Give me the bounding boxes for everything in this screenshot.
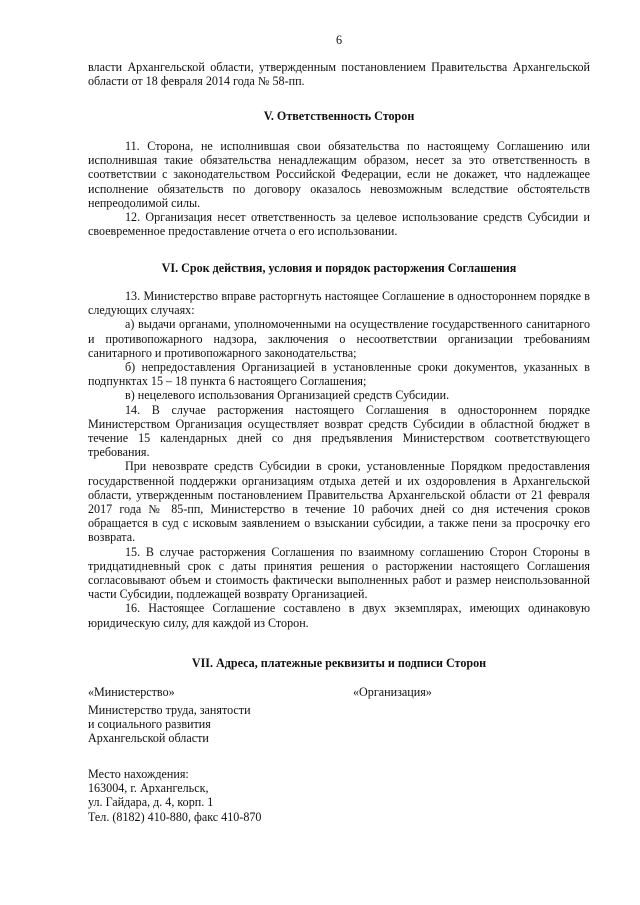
signature-labels [88, 685, 590, 701]
paragraph-13c: в) нецелевого использования Организацией средств Субсидии. [125, 388, 450, 403]
section-5-title: V. Ответственность Сторон [263, 109, 415, 123]
address-line: Место нахождения: [88, 767, 189, 781]
address-line: ул. Гайдара, д. 4, корп. 1 [88, 795, 214, 810]
intro-text: власти Архангельской области, утвержденным постановлением Правительства Архангельской области от 18 февраля 2014 года № 58-пп. [88, 60, 590, 89]
organization-label: «Организация» [353, 685, 432, 699]
section-7 [88, 656, 590, 670]
address-line: 163004, г. Архангельск, [88, 781, 209, 796]
paragraph-13b: б) непредоставления Организацией в установленные сроки документов, указанных в подпунктах 15 – 18 пункта 6 настоящего Соглашения; [88, 360, 590, 389]
section-7-title: VII. Адреса, платежные реквизиты и подписи Сторон [191, 656, 487, 670]
ministry-name-line: и социального развития [88, 717, 211, 732]
address-line: Тел. (8182) 410-880, факс 410-870 [88, 809, 262, 824]
paragraph-15: 15. В случае расторжения Соглашения по взаимному соглашению Сторон Стороны в тридцатидневный срок с даты принятия решения о расторжении настоящего Соглашения согласовывают объем и стоимость фактически выполненных работ и размер неиспользованной части Субсидии, подлежащей возврату Организацией. [88, 544, 590, 602]
paragraph-16: 16. Настоящее Соглашение составлено в двух экземплярах, имеющих одинаковую юридическую силу, для каждой из Сторон. [88, 601, 590, 630]
section-5-body [88, 139, 590, 238]
section-6-body [88, 289, 590, 630]
intro-paragraph [88, 60, 590, 88]
ministry-label: «Министерство» [88, 685, 175, 699]
paragraph-13: 13. Министерство вправе расторгнуть настоящее Соглашение в одностороннем порядке в следующих случаях: [88, 289, 590, 318]
paragraph-14: 14. В случае расторжения настоящего Соглашения в одностороннем порядке Министерством Организация осуществляет возврат средств Субсидии в областной бюджет в течение 15 календарных дней со дня предъявления Министерством соответствующего требования. [88, 402, 590, 460]
section-6-title: VI. Срок действия, условия и порядок расторжения Соглашения [161, 261, 517, 275]
ministry-name-line: Министерство труда, занятости [88, 703, 251, 717]
paragraph-11: 11. Сторона, не исполнившая свои обязательства по настоящему Соглашению или исполнившая такие обязательства ненадлежащим образом, несет за это ответственность в соответствии с законодательством Российской Федерации, если не докажет, что надлежащее исполнение обязательств по договору оказалось невозможным вследствие обстоятельств непреодолимой силы. [88, 139, 590, 210]
paragraph-13a: а) выдачи органами, уполномоченными на осуществление государственного санитарного и противопожарного надзора, заключения о несоответствии организации требованиям санитарного и противопожарного законодательства; [88, 317, 590, 360]
paragraph-12: 12. Организация несет ответственность за целевое использование средств Субсидии и своевременное предоставление отчета о его использовании. [88, 210, 590, 239]
ministry-address [88, 767, 590, 824]
section-6 [88, 261, 590, 275]
paragraph-14-return: При невозврате средств Субсидии в сроки, установленные Порядком предоставления государственной поддержки организациям отдыха детей и их оздоровления в Архангельской области, утвержденным постановлением Правительства Архангельской области от 21 февраля 2017 года № 85-пп, Министерство в течение 10 рабочих дней со дня истечения сроков обращается в суд с исковым заявлением о взыскании субсидии, а также пени за просрочку его возврата. [88, 459, 590, 545]
ministry-name [88, 703, 590, 746]
ministry-name-line: Архангельской области [88, 731, 209, 746]
section-5 [88, 109, 590, 123]
page-number: 6 [335, 33, 343, 47]
